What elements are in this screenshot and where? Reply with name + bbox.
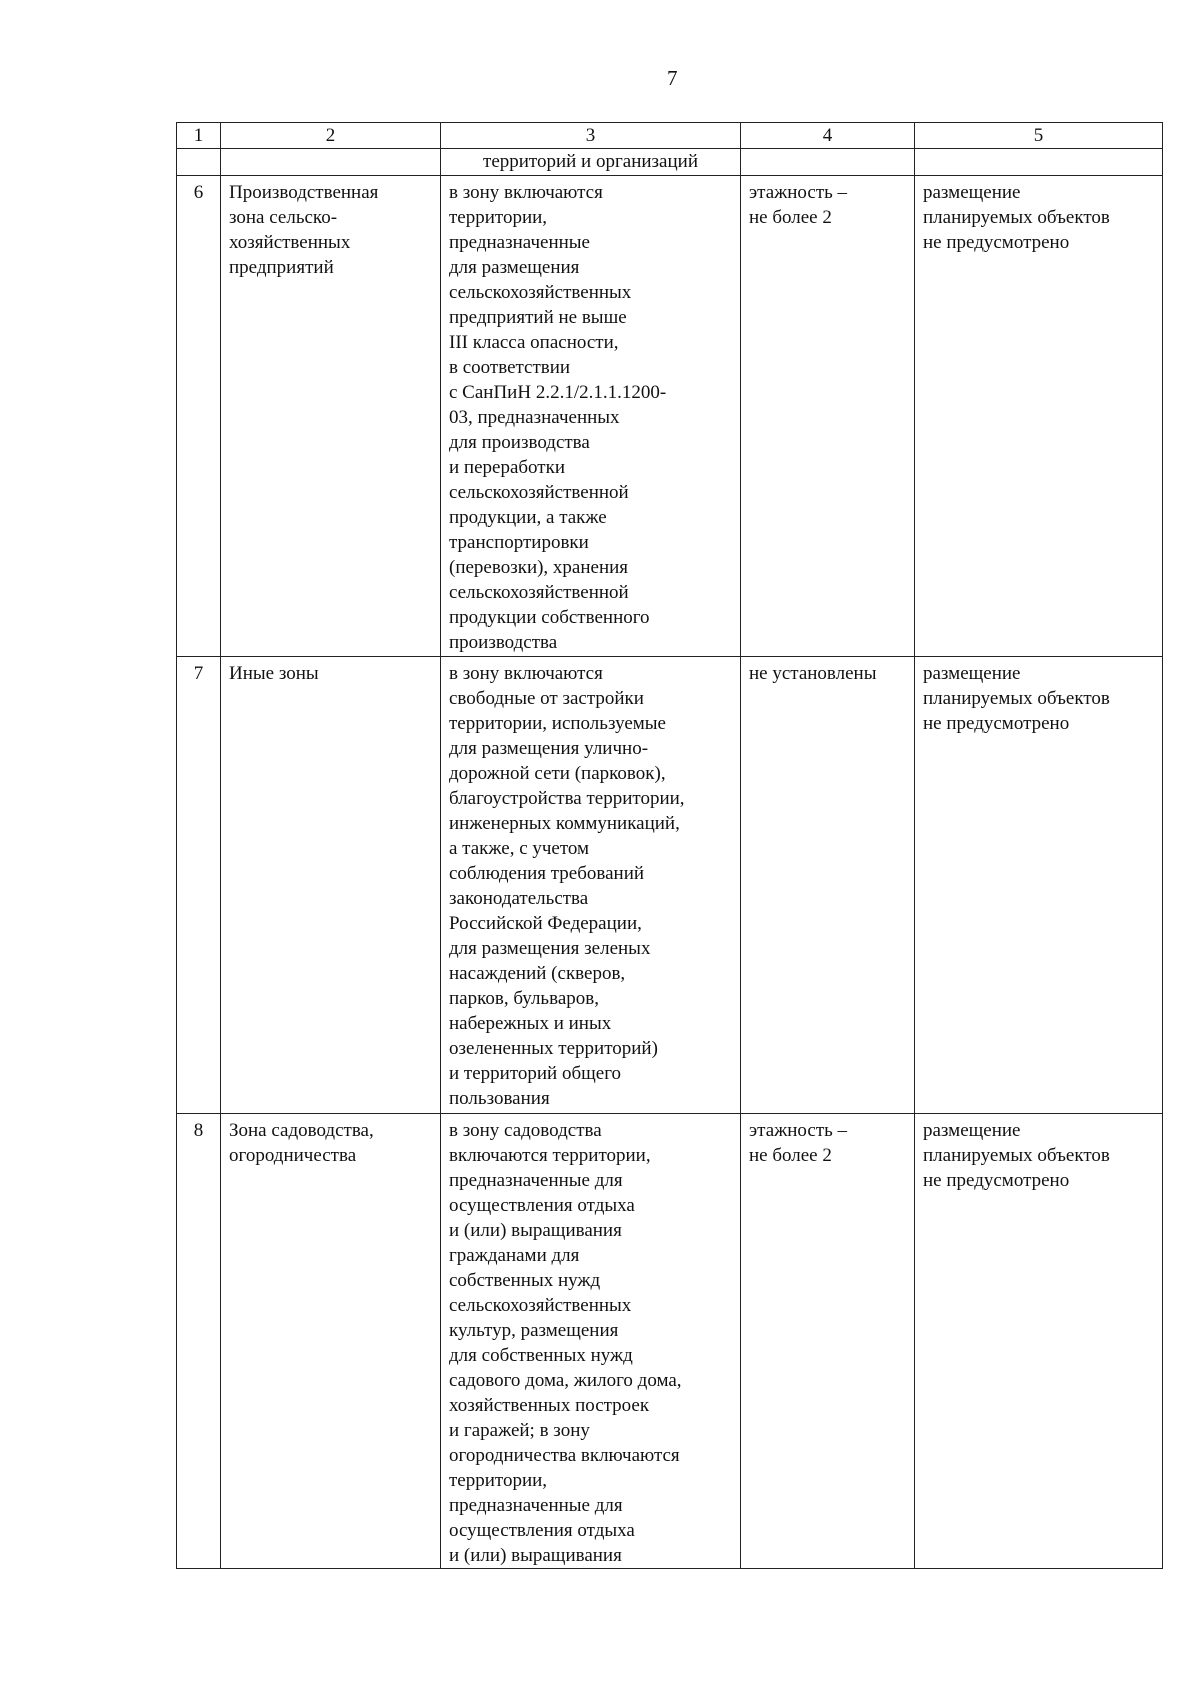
cell-line: не более 2 — [749, 1145, 832, 1166]
header-col-2: 2 — [221, 123, 441, 149]
cell-line: инженерных коммуникаций, — [449, 813, 680, 834]
header-row — [177, 123, 1163, 149]
cell-line: насаждений (скверов, — [449, 963, 626, 984]
zones-table — [176, 122, 1163, 1569]
cell-line: культур, размещения — [449, 1320, 619, 1341]
cell-line: Зона садоводства, — [229, 1120, 374, 1141]
cell-line: и гаражей; в зону — [449, 1420, 590, 1441]
cell-line: огородничества — [229, 1145, 357, 1166]
cell-line: размещение — [923, 182, 1021, 203]
cell-line: гражданами для — [449, 1245, 580, 1266]
cell-line: Производственная — [229, 182, 379, 203]
zone-name-cell — [221, 176, 441, 657]
cell-line: этажность – — [749, 182, 848, 203]
cell-line: территории, — [449, 207, 548, 228]
cell-line: для размещения улично- — [449, 738, 649, 759]
cell-line: территории, используемые — [449, 713, 666, 734]
cell-line: озелененных территорий) — [449, 1038, 658, 1059]
row-number: 8 — [177, 1114, 221, 1569]
cell-line: для производства — [449, 432, 590, 453]
cell-line: сельскохозяйственных — [449, 282, 632, 303]
row-number: 7 — [177, 657, 221, 1114]
cell-line: сельскохозяйственной — [449, 482, 629, 503]
cell-line: предназначенные для — [449, 1170, 623, 1191]
cell-line: сельскохозяйственной — [449, 582, 629, 603]
cell-line: с СанПиН 2.2.1/2.1.1.1200- — [449, 382, 667, 403]
cell-line: зона сельско- — [229, 207, 338, 228]
cell-line: не более 2 — [749, 207, 832, 228]
cell-line: пользования — [449, 1088, 550, 1109]
cell-line: предприятий — [229, 257, 334, 278]
header-col-4: 4 — [741, 123, 915, 149]
cell-line: садового дома, жилого дома, — [449, 1370, 682, 1391]
cell-line: для размещения — [449, 257, 580, 278]
header-col-1: 1 — [177, 123, 221, 149]
header-col-3: 3 — [441, 123, 741, 149]
cell-line: для собственных нужд — [449, 1345, 633, 1366]
table-row — [177, 657, 1163, 1114]
continuation-cell-1 — [177, 149, 221, 176]
cell-line: и (или) выращивания — [449, 1220, 622, 1241]
cell-line: свободные от застройки — [449, 688, 644, 709]
cell-line: планируемых объектов — [923, 207, 1110, 228]
continuation-cell-3: территорий и организаций — [441, 149, 741, 176]
cell-line: Российской Федерации, — [449, 913, 642, 934]
cell-line: сельскохозяйственных — [449, 1295, 632, 1316]
cell-line: не предусмотрено — [923, 713, 1070, 734]
zone-name-cell — [221, 657, 441, 1114]
cell-line: набережных и иных — [449, 1013, 612, 1034]
cell-line: размещение — [923, 1120, 1021, 1141]
cell-line: территории, — [449, 1470, 548, 1491]
cell-line: 03, предназначенных — [449, 407, 620, 428]
cell-line: осуществления отдыха — [449, 1195, 635, 1216]
cell-line: парков, бульваров, — [449, 988, 599, 1009]
cell-line: этажность – — [749, 1120, 848, 1141]
cell-line: (перевозки), хранения — [449, 557, 629, 578]
table-row — [177, 1114, 1163, 1569]
parameters-cell — [741, 176, 915, 657]
cell-line: и (или) выращивания — [449, 1545, 622, 1566]
continuation-cell-4 — [741, 149, 915, 176]
zone-name-cell — [221, 1114, 441, 1569]
cell-line: и переработки — [449, 457, 566, 478]
header-col-5: 5 — [915, 123, 1163, 149]
cell-line: не предусмотрено — [923, 232, 1070, 253]
cell-line: Иные зоны — [229, 663, 319, 684]
cell-line: планируемых объектов — [923, 1145, 1110, 1166]
continuation-cell-5 — [915, 149, 1163, 176]
cell-line: не предусмотрено — [923, 1170, 1070, 1191]
objects-cell — [915, 1114, 1163, 1569]
cell-line: транспортировки — [449, 532, 589, 553]
parameters-cell — [741, 657, 915, 1114]
cell-line: для размещения зеленых — [449, 938, 651, 959]
cell-line: огородничества включаются — [449, 1445, 680, 1466]
row-number: 6 — [177, 176, 221, 657]
cell-line: а также, с учетом — [449, 838, 590, 859]
cell-line: предприятий не выше — [449, 307, 627, 328]
cell-line: соблюдения требований — [449, 863, 645, 884]
cell-line: предназначенные — [449, 232, 590, 253]
cell-line: размещение — [923, 663, 1021, 684]
objects-cell — [915, 176, 1163, 657]
cell-line: законодательства — [449, 888, 589, 909]
description-cell — [441, 176, 741, 657]
description-cell — [441, 657, 741, 1114]
parameters-cell — [741, 1114, 915, 1569]
cell-line: благоустройства территории, — [449, 788, 685, 809]
cell-line: дорожной сети (парковок), — [449, 763, 666, 784]
continuation-row — [177, 149, 1163, 176]
cell-line: не установлены — [749, 663, 877, 684]
table-row — [177, 176, 1163, 657]
cell-line: предназначенные для — [449, 1495, 623, 1516]
cell-line: хозяйственных — [229, 232, 351, 253]
objects-cell — [915, 657, 1163, 1114]
continuation-cell-2 — [221, 149, 441, 176]
cell-line: и территорий общего — [449, 1063, 622, 1084]
cell-line: производства — [449, 632, 558, 653]
cell-line: продукции собственного — [449, 607, 650, 628]
cell-line: продукции, а также — [449, 507, 607, 528]
cell-line: в зону садоводства — [449, 1120, 602, 1141]
cell-line: в соответствии — [449, 357, 571, 378]
cell-line: собственных нужд — [449, 1270, 601, 1291]
cell-line: в зону включаются — [449, 663, 603, 684]
cell-line: планируемых объектов — [923, 688, 1110, 709]
cell-line: включаются территории, — [449, 1145, 651, 1166]
description-cell — [441, 1114, 741, 1569]
cell-line: III класса опасности, — [449, 332, 619, 353]
cell-line: в зону включаются — [449, 182, 603, 203]
cell-line: осуществления отдыха — [449, 1520, 635, 1541]
cell-line: хозяйственных построек — [449, 1395, 650, 1416]
